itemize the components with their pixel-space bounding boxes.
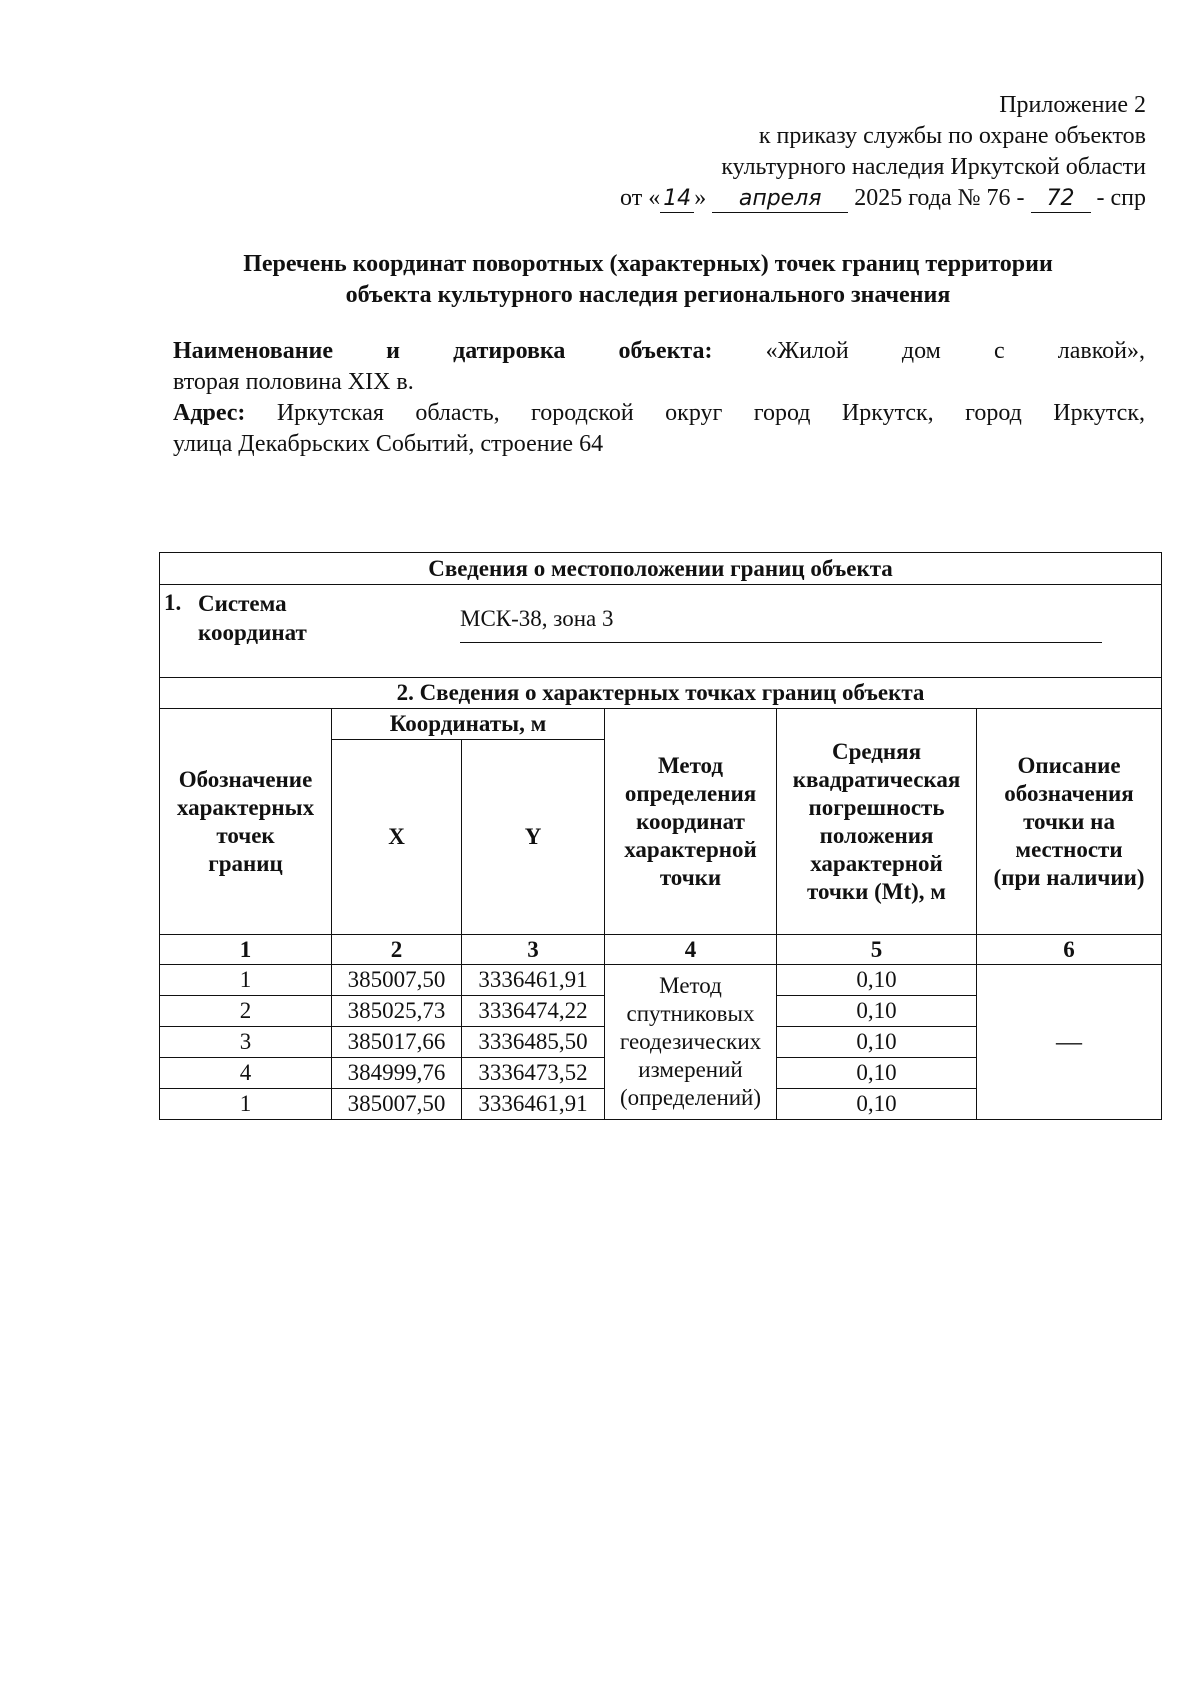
header-designation-line: Обозначение — [178, 766, 313, 792]
header-error-line: Средняя — [831, 738, 922, 764]
name-value-word: «Жилой — [765, 338, 849, 364]
name-label-word: датировка — [453, 338, 566, 364]
col-number: 3 — [462, 935, 605, 965]
header-error-line: положения — [819, 822, 934, 848]
header-error-line: квадратическая — [792, 766, 961, 792]
object-address-line — [173, 398, 1145, 429]
annex-year-text: 2025 года № 76 - — [854, 185, 1025, 211]
address-word: область, — [415, 400, 500, 426]
header-method-line: определения — [624, 780, 757, 806]
method-line: геодезических — [619, 1029, 762, 1054]
object-name-line — [173, 336, 1145, 367]
annex-quote-close: » — [694, 185, 707, 211]
point-x: 385007,50 — [332, 1089, 462, 1120]
point-mt: 0,10 — [777, 1089, 977, 1120]
section1-title: Сведения о местоположении границ объекта — [160, 553, 1162, 585]
method-line: Метод — [659, 973, 722, 998]
object-name-continuation: вторая половина XIX в. — [173, 369, 414, 395]
section2-title: 2. Сведения о характерных точках границ объекта — [160, 678, 1162, 709]
name-label-word: и — [386, 338, 400, 364]
header-designation-line: границ — [208, 850, 283, 876]
system-label-line-1: Система — [198, 591, 287, 616]
header-designation — [160, 709, 332, 935]
point-id: 4 — [160, 1058, 332, 1089]
point-y: 3336473,52 — [462, 1058, 605, 1089]
header-designation-line: точек — [216, 822, 275, 848]
col-number: 2 — [332, 935, 462, 965]
header-description-line: (при наличии) — [993, 864, 1145, 890]
system-label — [198, 589, 307, 647]
point-id: 3 — [160, 1027, 332, 1058]
col-number: 1 — [160, 935, 332, 965]
object-info — [173, 336, 1145, 460]
annex-suffix: - спр — [1096, 185, 1146, 211]
annex-line-3: культурного наследия Иркутской области — [721, 154, 1146, 180]
annex-date-prefix: от « — [620, 185, 661, 211]
document-title — [150, 249, 1146, 311]
annex-number-handwritten: 72 — [1031, 186, 1091, 213]
address-word: Иркутская — [276, 400, 384, 426]
header-method-line: точки — [659, 864, 722, 890]
point-mt: 0,10 — [777, 1058, 977, 1089]
point-y: 3336461,91 — [462, 965, 605, 996]
method-line: измерений — [638, 1057, 743, 1082]
header-description-line: Описание — [1017, 752, 1121, 778]
system-label-line-2: координат — [198, 620, 307, 645]
address-label: Адрес: — [173, 400, 246, 426]
header-coords: Координаты, м — [332, 709, 605, 740]
address-word: город — [753, 400, 811, 426]
name-value-word: с — [993, 338, 1005, 364]
col-number: 4 — [605, 935, 777, 965]
annex-line-1: Приложение 2 — [999, 92, 1146, 118]
header-description-line: местности — [1015, 836, 1123, 862]
title-line-1: Перечень координат поворотных (характерных) точек границ территории — [243, 251, 1053, 277]
description-cell: — — [977, 965, 1162, 1120]
header-error-line: точки (Mt), м — [807, 878, 946, 904]
annex-header — [526, 90, 1146, 214]
point-y: 3336474,22 — [462, 996, 605, 1027]
coordinate-system-cell — [160, 585, 1162, 678]
point-mt: 0,10 — [777, 1027, 977, 1058]
point-id: 1 — [160, 965, 332, 996]
header-designation-line: характерных — [176, 794, 315, 820]
point-x: 385017,66 — [332, 1027, 462, 1058]
name-label-word: объекта: — [618, 338, 713, 364]
boundary-points-table — [159, 552, 1162, 1120]
table-row — [160, 965, 1162, 996]
col-number: 6 — [977, 935, 1162, 965]
header-error-line: характерной — [810, 850, 943, 876]
method-line: спутниковых — [626, 1001, 755, 1026]
address-word: городской — [531, 400, 634, 426]
system-value-underline — [460, 642, 1102, 643]
system-value: МСК-38, зона 3 — [460, 606, 614, 631]
point-id: 2 — [160, 996, 332, 1027]
header-method-line: Метод — [657, 752, 724, 778]
address-word: округ — [665, 400, 723, 426]
object-address-continuation: улица Декабрьских Событий, строение 64 — [173, 431, 604, 457]
point-mt: 0,10 — [777, 996, 977, 1027]
header-x: X — [332, 740, 462, 935]
address-word: Иркутск, — [1053, 400, 1145, 426]
header-method-line: характерной — [624, 836, 757, 862]
annex-line-2: к приказу службы по охране объектов — [758, 123, 1146, 149]
header-error-line: погрешность — [808, 794, 945, 820]
header-description — [977, 709, 1162, 935]
point-y: 3336485,50 — [462, 1027, 605, 1058]
annex-month-handwritten: апреля — [712, 186, 848, 213]
name-value-word: лавкой», — [1057, 338, 1145, 364]
address-word: город — [965, 400, 1022, 426]
header-y: Y — [462, 740, 605, 935]
header-error — [777, 709, 977, 935]
method-line: (определений) — [619, 1085, 762, 1110]
point-x: 385025,73 — [332, 996, 462, 1027]
address-word: Иркутск, — [841, 400, 934, 426]
annex-day-handwritten: 14 — [660, 186, 694, 213]
point-id: 1 — [160, 1089, 332, 1120]
header-description-line: обозначения — [1004, 780, 1134, 806]
point-y: 3336461,91 — [462, 1089, 605, 1120]
annex-date-line — [526, 183, 1146, 214]
header-method-line: координат — [636, 808, 745, 834]
name-value-word: дом — [901, 338, 941, 364]
point-mt: 0,10 — [777, 965, 977, 996]
title-line-2: объекта культурного наследия регионального значения — [345, 282, 951, 308]
point-x: 384999,76 — [332, 1058, 462, 1089]
name-label-word: Наименование — [173, 338, 333, 364]
col-number: 5 — [777, 935, 977, 965]
system-number: 1. — [164, 590, 182, 615]
header-description-line: точки на — [1023, 808, 1115, 834]
header-method — [605, 709, 777, 935]
method-cell — [605, 965, 777, 1120]
point-x: 385007,50 — [332, 965, 462, 996]
